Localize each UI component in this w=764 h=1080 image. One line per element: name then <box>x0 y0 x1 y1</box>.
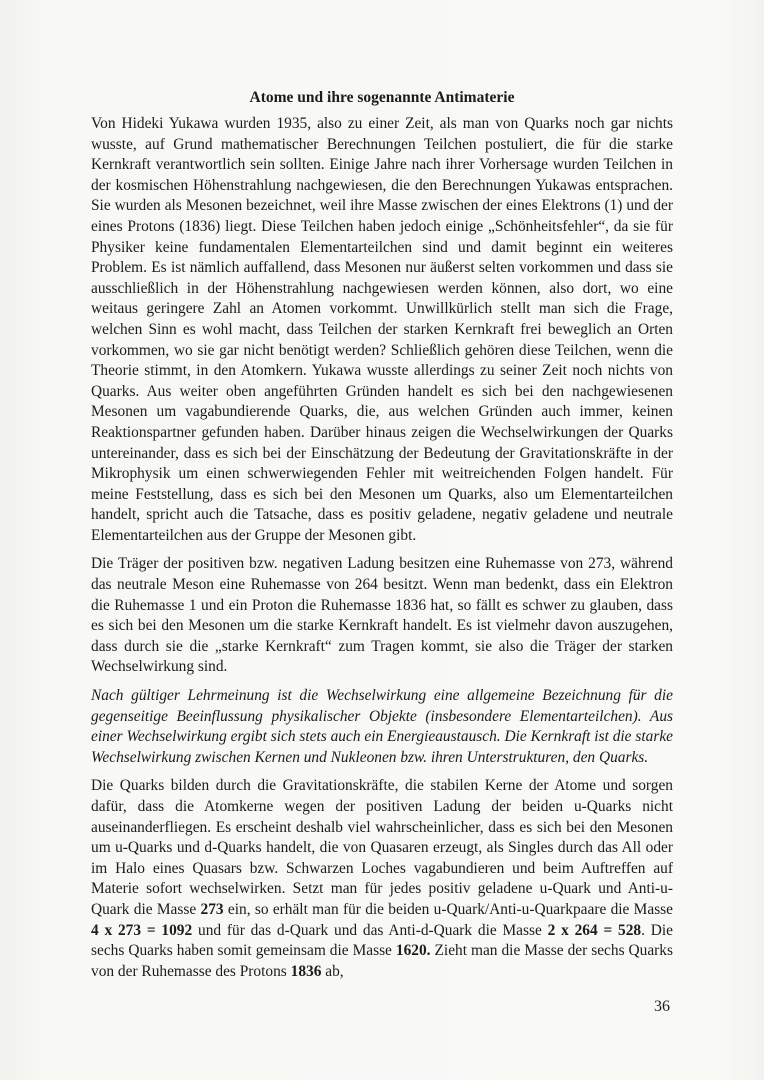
formula-u: 4 x 273 = 1092 <box>91 921 193 939</box>
paragraph-quark-masses <box>91 776 673 982</box>
paragraph-1: Von Hideki Yukawa wurden 1935, also zu einer Zeit, als man von Quarks noch gar nichts wusste, auf Grund mathematischer Berechnungen Teilchen postuliert, die für die starke Kernkraft verantwortlich sein sollten. Einige Jahre nach ihrer Vorhersage wurden Teilchen in der kosmischen Höhenstrahlung nachgewiesen, die den Berechnungen Yukawas entsprachen. Sie wurden als Mesonen bezeichnet, weil ihre Masse zwischen der eines Elektrons (1) und der eines Protons (1836) liegt. Diese Teilchen haben jedoch einige „Schönheitsfehler“, da sie für Physiker keine fundamentalen Elementarteilchen sind und damit beginnt ein weiteres Problem. Es ist nämlich auffallend, dass Mesonen nur äußerst selten vorkommen und dass sie ausschließlich in der Höhenstrahlung nachgewiesen werden können, also dort, wo eine weitaus geringere Zahl an Atomen vorkommt. Unwillkürlich stellt man sich die Frage, welchen Sinn es wohl macht, dass Teilchen der starken Kernkraft frei beweglich an Orten vorkommen, wo sie gar nicht benötigt werden? Schließlich gehören diese Teilchen, wenn die Theorie stimmt, in den Atomkern. Yukawa wusste allerdings zu seiner Zeit noch nichts von Quarks. Aus weiter oben angeführten Gründen handelt es sich bei den nachgewiesenen Mesonen um vagabundierende Quarks, die, aus welchen Gründen auch immer, keinen Reaktionspartner gefunden haben. Darüber hinaus zeigen die Wechselwirkungen der Quarks untereinander, dass es sich bei der Einschätzung der Bedeutung der Gravitationskräfte in der Mikrophysik um einen schwerwiegenden Fehler mit weitreichenden Folgen handelt. Für meine Feststellung, dass es sich bei den Mesonen um Quarks, also um Elementarteilchen handelt, spricht auch die Tatsache, dass es positiv geladene, negativ geladene und neutrale Elementarteilchen aus der Gruppe der Mesonen gibt. <box>91 115 673 544</box>
text-segment: Die Quarks bilden durch die Gravitationskräfte, die stabilen Kerne der Atome und sorgen dafür, dass die Atomkerne wegen der positiven Ladung der beiden u-Quarks nicht auseinanderfliegen. Es erscheint deshalb viel wahrscheinlicher, dass es sich bei den Mesonen um u-Quarks und d-Quarks handelt, die von Quasaren erzeugt, als Singles durch das All oder im Halo eines Quasars bzw. Schwarzen Loches vagabundieren und beim Auftreffen auf Materie sofort wechselwirken. Setzt man für jedes positiv geladene u-Quark und Anti-u-Quark die Masse <box>91 777 673 918</box>
paragraph-2: Die Träger der positiven bzw. negativen Ladung besitzen eine Ruhemasse von 273, während das neutrale Meson eine Ruhemasse von 264 besitzt. Wenn man bedenkt, dass ein Elektron die Ruhemasse 1 und ein Proton die Ruhemasse 1836 hat, so fällt es schwer zu glauben, dass es sich bei den Mesonen um die starke Kernkraft handelt. Es ist vielmehr davon auszugehen, dass durch sie die „starke Kernkraft“ zum Tragen kommt, sie also die Träger der starken Wechselwirkung sind. <box>91 555 673 676</box>
page-number: 36 <box>654 998 670 1015</box>
text-segment: . Die sechs Quarks haben somit gemeinsam die Masse <box>91 921 673 960</box>
italic-definition-paragraph: Nach gültiger Lehrmeinung ist die Wechselwirkung eine allgemeine Bezeichnung für die gegenseitige Beeinflussung physikalischer Objekte (insbesondere Elementarteilchen). Aus einer Wechselwirkung ergibt sich stets auch ein Energieaustausch. Die Kernkraft ist die starke Wechselwirkung zwischen Kernen und Nukleonen bzw. ihren Unterstrukturen, den Quarks. <box>91 687 673 766</box>
mass-u-value: 273 <box>200 900 224 918</box>
text-segment: ein, so erhält man für die beiden u-Quark/Anti-u-Quarkpaare die Masse <box>223 900 673 918</box>
formula-d: 2 x 264 = 528 <box>547 921 642 939</box>
text-segment: Zieht man die Masse der sechs Quarks von der Ruhemasse des Protons <box>91 942 673 980</box>
proton-mass: 1836 <box>290 962 322 980</box>
page-content <box>91 88 673 990</box>
total-mass: 1620. <box>395 942 431 960</box>
text-segment: ab, <box>321 962 344 980</box>
page-title: Atome und ihre sogenannte Antimaterie <box>249 89 515 106</box>
text-segment: und für das d-Quark und das Anti-d-Quark die Masse <box>192 921 548 939</box>
